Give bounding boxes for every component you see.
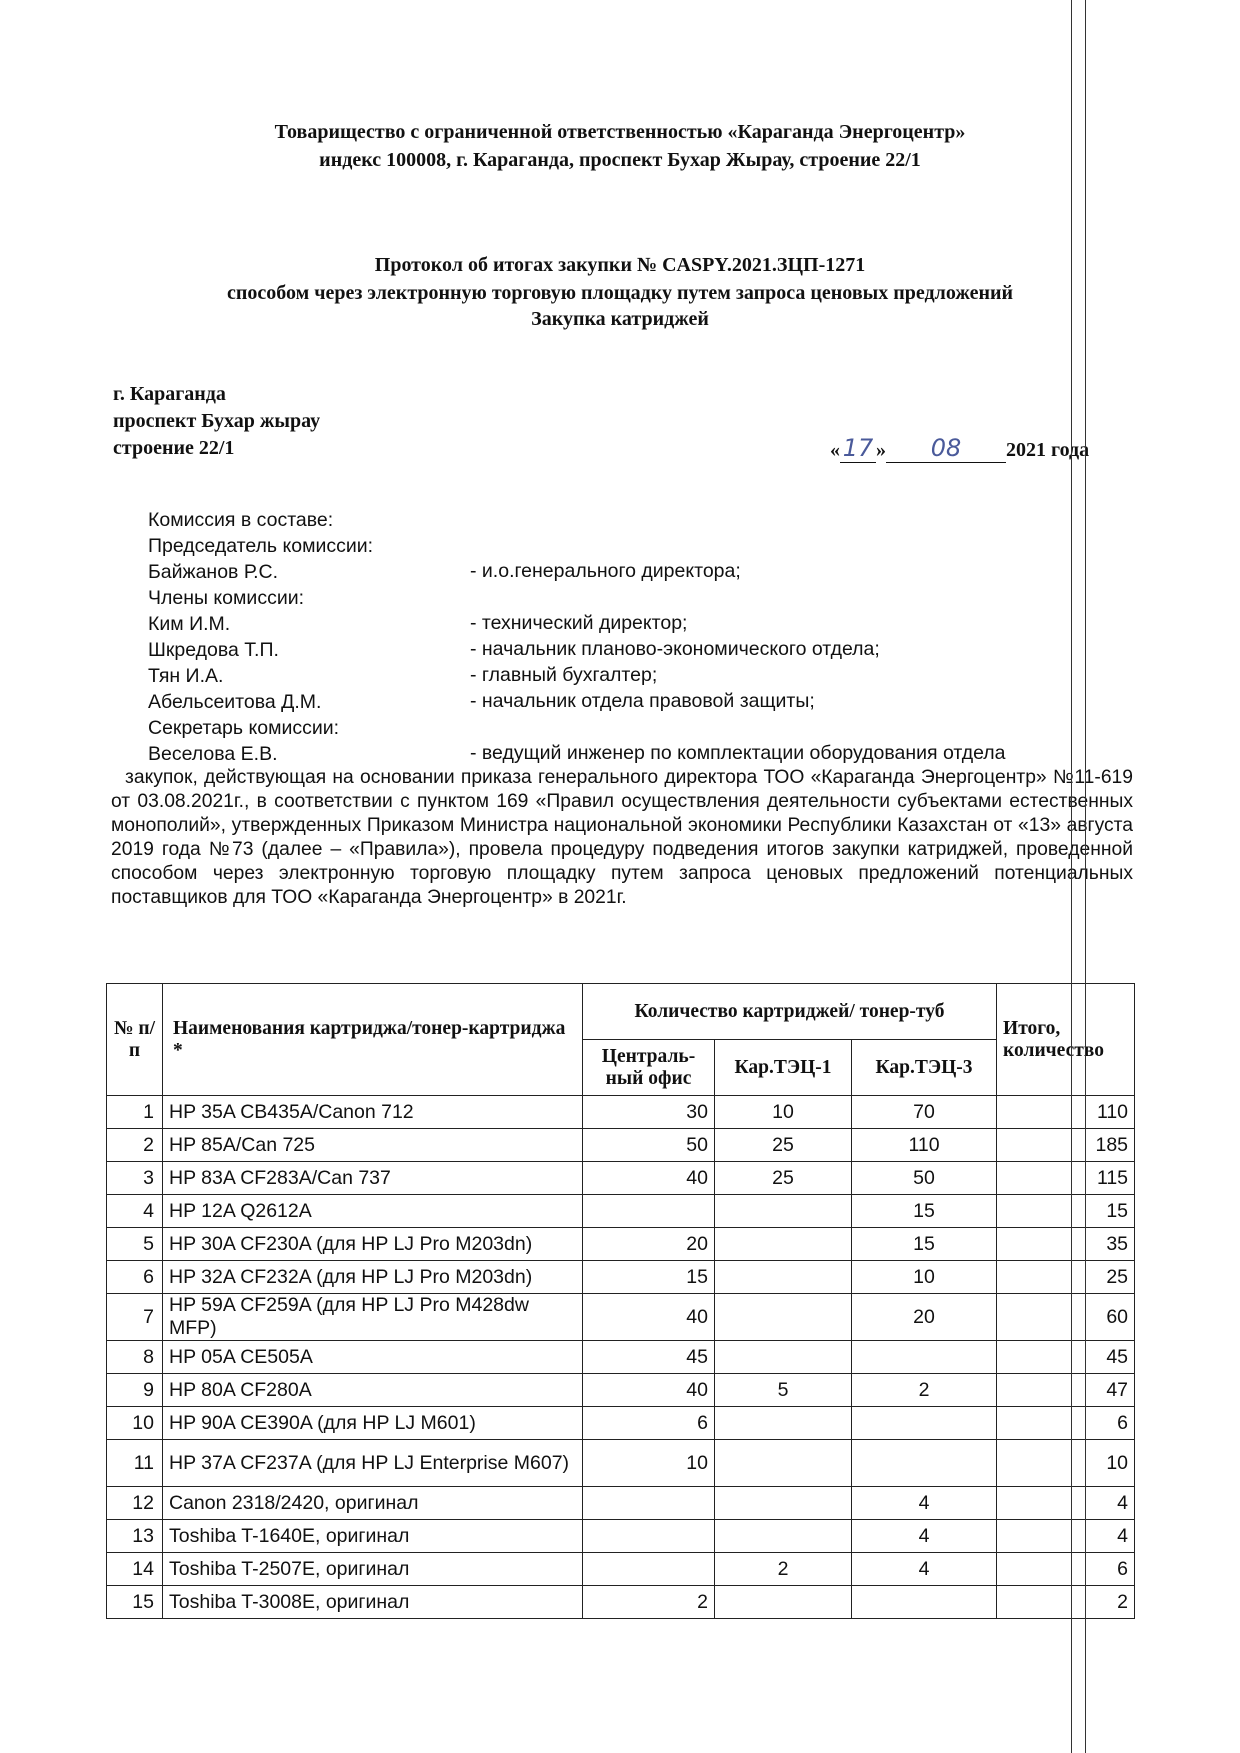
company-address: индекс 100008, г. Караганда, проспект Бухар Жырау, строение 22/1 (319, 149, 921, 171)
row-number: 9 (107, 1374, 163, 1407)
chair-heading: Председатель комиссии: (148, 535, 374, 557)
secretary-name: Веселова Е.В. (148, 743, 278, 765)
qty-central-office (583, 1487, 715, 1520)
qty-central-office: 40 (583, 1294, 715, 1341)
qty-total: 45 (997, 1341, 1135, 1374)
cartridge-name: HP 90A CE390A (для HP LJ M601) (163, 1407, 583, 1440)
row-number: 11 (107, 1440, 163, 1487)
cartridge-table (106, 983, 1135, 1619)
header-no: № п/п (107, 984, 163, 1096)
qty-tec3 (852, 1586, 997, 1619)
company-name: Товарищество с ограниченной ответственностью «Караганда Энергоцентр» (274, 121, 966, 143)
qty-tec1: 10 (715, 1096, 852, 1129)
table-row (107, 1407, 1135, 1440)
qty-central-office: 45 (583, 1341, 715, 1374)
qty-total: 15 (997, 1195, 1135, 1228)
place-city: г. Караганда (113, 383, 226, 405)
table-row (107, 1440, 1135, 1487)
qty-tec3: 70 (852, 1096, 997, 1129)
qty-tec1 (715, 1440, 852, 1487)
qty-tec3 (852, 1407, 997, 1440)
cartridge-name: HP 83A CF283A/Can 737 (163, 1162, 583, 1195)
protocol-date (830, 434, 1089, 463)
header-quantity-group: Количество картриджей/ тонер-туб (583, 984, 997, 1040)
qty-central-office: 10 (583, 1440, 715, 1487)
member-name: Абельсеитова Д.М. (148, 691, 322, 713)
date-open-quote: « (830, 439, 840, 461)
chair-role: - и.о.генерального директора; (470, 560, 741, 582)
cartridge-name: HP 35A CB435A/Canon 712 (163, 1096, 583, 1129)
qty-tec1 (715, 1520, 852, 1553)
cartridge-name: HP 30A CF230A (для HP LJ Pro M203dn) (163, 1228, 583, 1261)
qty-total: 35 (997, 1228, 1135, 1261)
qty-central-office (583, 1195, 715, 1228)
member-name: Шкредова Т.П. (148, 639, 279, 661)
protocol-subtitle: способом через электронную торговую площадку путем запроса ценовых предложений (226, 282, 1014, 304)
row-number: 10 (107, 1407, 163, 1440)
header-tec1: Кар.ТЭЦ-1 (715, 1040, 852, 1096)
qty-tec1 (715, 1487, 852, 1520)
qty-total: 110 (997, 1096, 1135, 1129)
table-row (107, 1129, 1135, 1162)
protocol-paragraph: закупок, действующая на основании приказа генерального директора ТОО «Караганда Энергоцентр» №11-619 от 03.08.2021г., в соответствии с пунктом 169 «Правил осуществления деятельности субъектами естественных монополий», утвержденных Приказом Министра национальной экономики Республики Казахстан от «13» августа 2019 года №73 (далее – «Правила»), провела процедуру подведения итогов закупки катриджей, проведенной способом через электронную торговую площадку путем запроса ценовых предложений потенциальных поставщиков для ТОО «Караганда Энергоцентр» в 2021г. (111, 767, 1133, 908)
qty-tec3: 4 (852, 1487, 997, 1520)
member-role: - начальник отдела правовой защиты; (470, 690, 815, 712)
row-number: 6 (107, 1261, 163, 1294)
cartridge-name: HP 37A CF237A (для HP LJ Enterprise M607) (163, 1440, 583, 1487)
qty-central-office: 40 (583, 1162, 715, 1195)
qty-central-office (583, 1520, 715, 1553)
qty-central-office: 15 (583, 1261, 715, 1294)
qty-tec1 (715, 1261, 852, 1294)
table-row (107, 1520, 1135, 1553)
qty-tec1: 25 (715, 1162, 852, 1195)
cartridge-name: HP 80A CF280A (163, 1374, 583, 1407)
qty-tec1 (715, 1586, 852, 1619)
qty-tec3: 15 (852, 1195, 997, 1228)
qty-tec3: 50 (852, 1162, 997, 1195)
qty-tec1: 25 (715, 1129, 852, 1162)
header-total: Итого, количество (997, 984, 1135, 1096)
qty-total: 6 (997, 1407, 1135, 1440)
place-building: строение 22/1 (113, 437, 235, 459)
qty-total: 2 (997, 1586, 1135, 1619)
header-central-office: Централь-ный офис (583, 1040, 715, 1096)
qty-central-office: 2 (583, 1586, 715, 1619)
member-role: - технический директор; (470, 612, 688, 634)
qty-central-office: 6 (583, 1407, 715, 1440)
date-month: 08 (886, 434, 1006, 463)
row-number: 13 (107, 1520, 163, 1553)
qty-tec3 (852, 1341, 997, 1374)
qty-tec3: 15 (852, 1228, 997, 1261)
row-number: 2 (107, 1129, 163, 1162)
qty-central-office: 20 (583, 1228, 715, 1261)
chair-name: Байжанов Р.С. (148, 561, 279, 583)
table-row (107, 1341, 1135, 1374)
cartridge-name: Toshiba T-1640E, оригинал (163, 1520, 583, 1553)
secretary-heading: Секретарь комиссии: (148, 717, 340, 739)
table-row (107, 1553, 1135, 1586)
qty-tec1 (715, 1228, 852, 1261)
table-row (107, 1586, 1135, 1619)
qty-total: 115 (997, 1162, 1135, 1195)
qty-tec1: 2 (715, 1553, 852, 1586)
cartridge-name: Toshiba T-3008E, оригинал (163, 1586, 583, 1619)
qty-total: 47 (997, 1374, 1135, 1407)
cartridge-name: Toshiba T-2507E, оригинал (163, 1553, 583, 1586)
date-close-quote: » (876, 439, 886, 461)
row-number: 12 (107, 1487, 163, 1520)
table-row (107, 1487, 1135, 1520)
cartridge-name: HP 05A CE505A (163, 1341, 583, 1374)
table-row (107, 1374, 1135, 1407)
cartridge-name: HP 12A Q2612A (163, 1195, 583, 1228)
qty-total: 6 (997, 1553, 1135, 1586)
cartridge-name: HP 59A CF259A (для HP LJ Pro M428dw MFP) (163, 1294, 583, 1341)
qty-total: 10 (997, 1440, 1135, 1487)
row-number: 4 (107, 1195, 163, 1228)
scan-line (1071, 0, 1072, 1753)
table-row (107, 1294, 1135, 1341)
cartridge-name: HP 85A/Can 725 (163, 1129, 583, 1162)
member-name: Ким И.М. (148, 613, 231, 635)
qty-total: 185 (997, 1129, 1135, 1162)
qty-tec3: 4 (852, 1553, 997, 1586)
qty-total: 4 (997, 1487, 1135, 1520)
row-number: 8 (107, 1341, 163, 1374)
qty-central-office (583, 1553, 715, 1586)
secretary-role: - ведущий инженер по комплектации оборудования отдела (470, 742, 1006, 764)
cartridge-name: HP 32A CF232A (для HP LJ Pro M203dn) (163, 1261, 583, 1294)
qty-tec3: 20 (852, 1294, 997, 1341)
table-row (107, 1162, 1135, 1195)
row-number: 14 (107, 1553, 163, 1586)
cartridge-name: Canon 2318/2420, оригинал (163, 1487, 583, 1520)
members-heading: Члены комиссии: (148, 587, 305, 609)
qty-tec1 (715, 1195, 852, 1228)
qty-tec3: 110 (852, 1129, 997, 1162)
table-row (107, 1096, 1135, 1129)
table-row (107, 1228, 1135, 1261)
header-name: Наименования картриджа/тонер-картриджа * (163, 984, 583, 1096)
qty-tec1 (715, 1294, 852, 1341)
row-number: 5 (107, 1228, 163, 1261)
header-tec3: Кар.ТЭЦ-3 (852, 1040, 997, 1096)
table-row (107, 1195, 1135, 1228)
qty-tec3: 2 (852, 1374, 997, 1407)
qty-tec3 (852, 1440, 997, 1487)
protocol-subject: Закупка катриджей (531, 308, 709, 330)
scan-line (1085, 0, 1086, 1753)
date-year: 2021 года (1006, 439, 1090, 461)
qty-tec1 (715, 1407, 852, 1440)
protocol-title: Протокол об итогах закупки № CASPY.2021.ЗЦП-1271 (374, 254, 866, 276)
qty-tec1 (715, 1341, 852, 1374)
qty-tec3: 10 (852, 1261, 997, 1294)
place-street: проспект Бухар жырау (113, 410, 321, 432)
qty-central-office: 50 (583, 1129, 715, 1162)
qty-central-office: 40 (583, 1374, 715, 1407)
table-row (107, 1261, 1135, 1294)
member-role: - главный бухгалтер; (470, 664, 658, 686)
qty-total: 60 (997, 1294, 1135, 1341)
commission-intro: Комиссия в составе: (148, 509, 334, 531)
qty-total: 25 (997, 1261, 1135, 1294)
member-name: Тян И.А. (148, 665, 224, 687)
member-role: - начальник планово-экономического отдела; (470, 638, 880, 660)
date-day: 17 (840, 434, 876, 463)
row-number: 15 (107, 1586, 163, 1619)
row-number: 3 (107, 1162, 163, 1195)
row-number: 7 (107, 1294, 163, 1341)
qty-central-office: 30 (583, 1096, 715, 1129)
qty-total: 4 (997, 1520, 1135, 1553)
row-number: 1 (107, 1096, 163, 1129)
qty-tec1: 5 (715, 1374, 852, 1407)
qty-tec3: 4 (852, 1520, 997, 1553)
